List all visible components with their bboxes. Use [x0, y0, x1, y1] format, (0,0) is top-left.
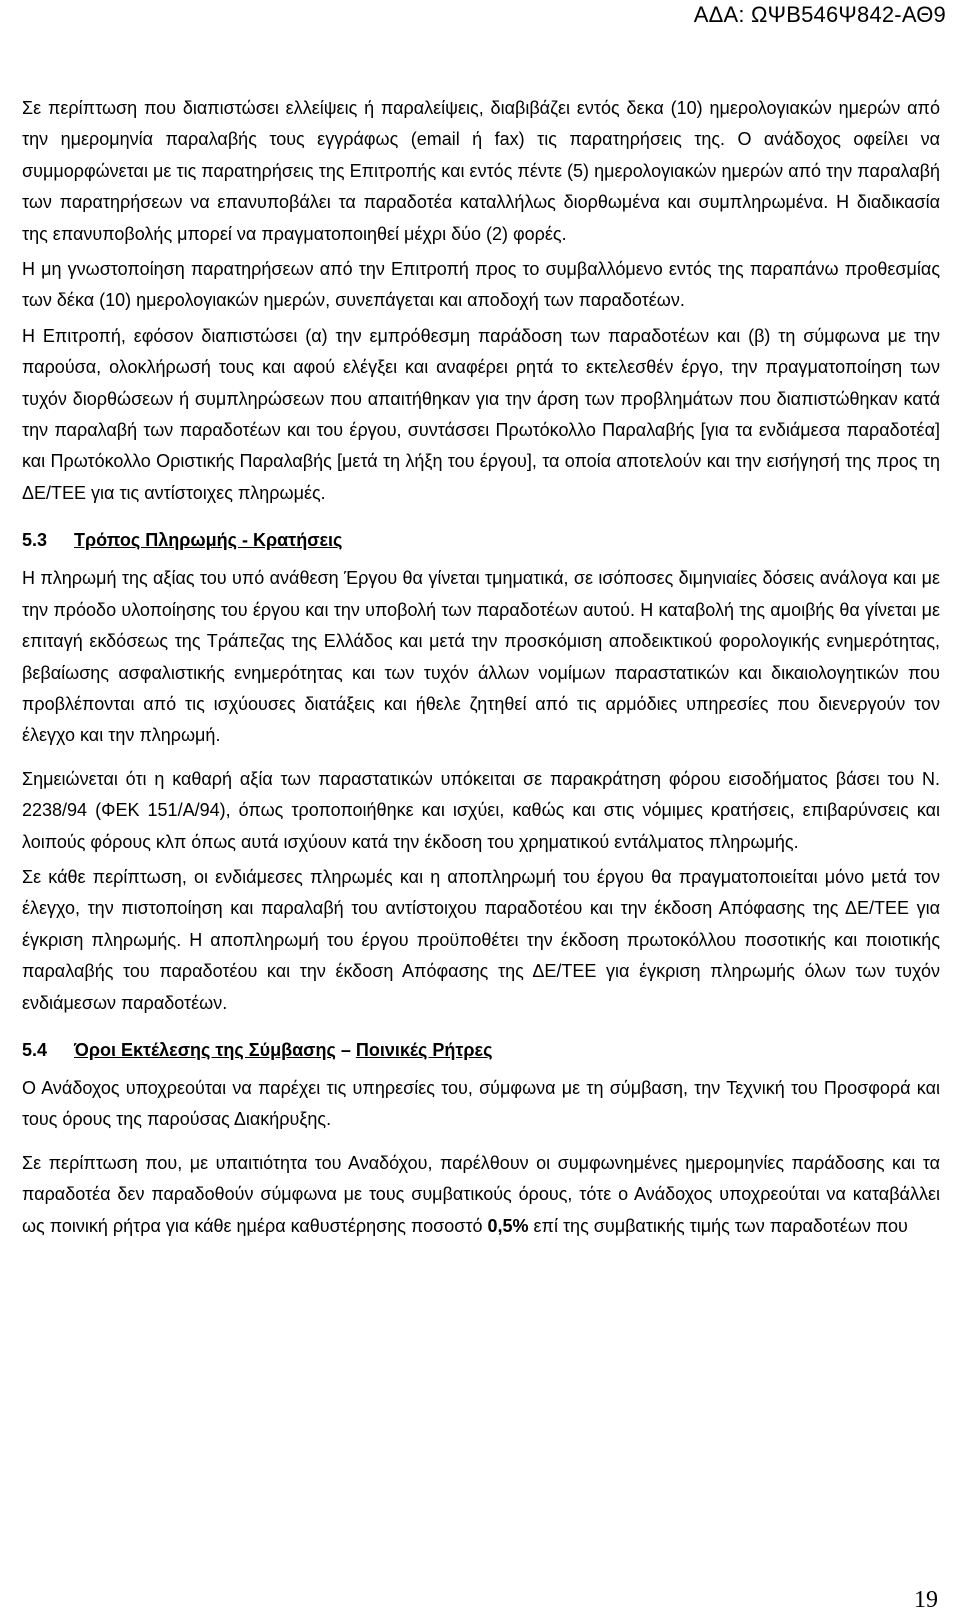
document-body — [22, 93, 940, 1246]
section-title: Τρόπος Πληρωμής - Κρατήσεις — [74, 530, 343, 551]
paragraph-tax-note: Σημειώνεται ότι η καθαρή αξία των παραστατικών υπόκειται σε παρακράτηση φόρου εισοδήματος βάσει του Ν. 2238/94 (ΦΕΚ 151/Α/94), όπως τροποποιήθηκε και ισχύει, καθώς και στις νόμιμες κρατήσεις, επιβαρύνσεις και λοιπούς φόρους κλπ όπως αυτά ισχύουν κατά την έκδοση του χρηματικού εντάλματος πληρωμής. — [22, 768, 940, 852]
paragraph-interim-payments: Σε κάθε περίπτωση, οι ενδιάμεσες πληρωμές και η αποπληρωμή του έργου θα πραγματοποιείται μόνο μετά τον έλεγχο, την πιστοποίηση και παραλαβή του αντίστοιχου παραδοτέου και την έκδοση Απόφασης της ΔΕ/ΤΕΕ για έγκριση πληρωμής. Η αποπληρωμή του έργου προϋποθέτει την έκδοση πρωτοκόλλου ποσοτικής και ποιοτικής παραλαβής του παραδοτέου και την έκδοση Απόφασης της ΔΕ/ΤΕΕ για έγκριση πληρωμής όλων των τυχόν ενδιάμεσων παραδοτέων. — [22, 866, 940, 1013]
section-heading-5-3 — [22, 525, 940, 555]
penalty-rate: 0,5% — [487, 1215, 529, 1236]
paragraph-committee-protocol: Η Επιτροπή, εφόσον διαπιστώσει (α) την εμπρόθεσμη παράδοση των παραδοτέων και (β) τη σύμφωνα με την παρούσα, ολοκλήρωσή τους και αφού ελέγξει και αναφέρει ρητά το εκτελεσθέν έργο, την πραγματοποίηση των τυχόν διορθώσεων ή συμπληρώσεων που απαιτήθηκαν για την άρση των προβλημάτων που διαπιστώθηκαν κατά την παραλαβή των παραδοτέων και του έργου, συντάσσει Πρωτόκολλο Παραλαβής [για τα ενδιάμεσα παραδοτέα] και Πρωτόκολλο Οριστικής Παραλαβής [μετά τη λήξη του έργου], τα οποία αποτελούν και την εισήγησή της προς τη ΔΕ/ΤΕΕ για τις αντίστοιχες πληρωμές. — [22, 325, 940, 503]
paragraph-penalty-clause: Σε περίπτωση που, με υπαιτιότητα του Αναδόχου, παρέλθουν οι συμφωνημένες ημερομηνίες παράδοσης και τα παραδοτέα δεν παραδοθούν σύμφωνα με τους συμβατικούς όρους, τότε ο Ανάδοχος υποχρεούται να καταβάλλει ως ποινική ρήτρα για κάθε ημέρα καθυστέρησης ποσοστό 0,5% επί της συμβατικής τιμής των παραδοτέων που — [22, 1152, 940, 1236]
section-heading-5-4 — [22, 1035, 940, 1065]
section-number: 5.3 — [22, 530, 48, 551]
section-number: 5.4 — [22, 1039, 48, 1060]
paragraph-payment: Η πληρωμή της αξίας του υπό ανάθεση Έργου θα γίνεται τμηματικά, σε ισόποσες διμηνιαίες δόσεις ανάλογα και με την πρόοδο υλοποίησης του έργου και την υποβολή των παραδοτέων αυτού. Η καταβολή της αμοιβής θα γίνεται με επιταγή εκδόσεως της Τράπεζας της Ελλάδος και μετά την προσκόμιση αποδεικτικού φορολογικής ενημερότητας, βεβαίωσης ασφαλιστικής ενημερότητας και των τυχόν άλλων νομίμων παραστατικών και δικαιολογητικών που προβλέπονται από τις ισχύουσες διατάξεις και ήθελε ζητηθεί από τις αρμόδιες υπηρεσίες που διενεργούν τον έλεγχο και την πληρωμή. — [22, 568, 940, 746]
paragraph-remarks: Σε περίπτωση που διαπιστώσει ελλείψεις ή παραλείψεις, διαβιβάζει εντός δεκα (10) ημερολογιακών ημερών από την ημερομηνία παραλαβής τους εγγράφως (email ή fax) τις παρατηρήσεις της. Ο ανάδοχος οφείλει να συμμορφώνεται με τις παρατηρήσεις της Επιτροπής και εντός πέντε (5) ημερολογιακών ημερών από την παραλαβή των παρατηρήσεων να επανυποβάλει τα παραδοτέα καταλλήλως διορθωμένα και συμπληρωμένα. Η διαδικασία της επανυποβολής μπορεί να πραγματοποιηθεί μέχρι δύο (2) φορές. — [22, 98, 940, 244]
page-number: 19 — [914, 1587, 938, 1613]
section-title: Όροι Εκτέλεσης της Σύμβασης – Ποινικές Ρήτρες — [74, 1039, 493, 1060]
paragraph-no-remarks: Η μη γνωστοποίηση παρατηρήσεων από την Επιτροπή προς το συμβαλλόμενο εντός της παραπάνω προθεσμίας των δέκα (10) ημερολογιακών ημερών, συνεπάγεται και αποδοχή των παραδοτέων. — [22, 259, 940, 311]
ada-code: ΑΔΑ: ΩΨΒ546Ψ842-ΑΘ9 — [693, 2, 946, 27]
paragraph-contractor-obligations: Ο Ανάδοχος υποχρεούται να παρέχει τις υπηρεσίες του, σύμφωνα με τη σύμβαση, την Τεχνική του Προσφορά και τους όρους της παρούσας Διακήρυξης. — [22, 1077, 940, 1130]
